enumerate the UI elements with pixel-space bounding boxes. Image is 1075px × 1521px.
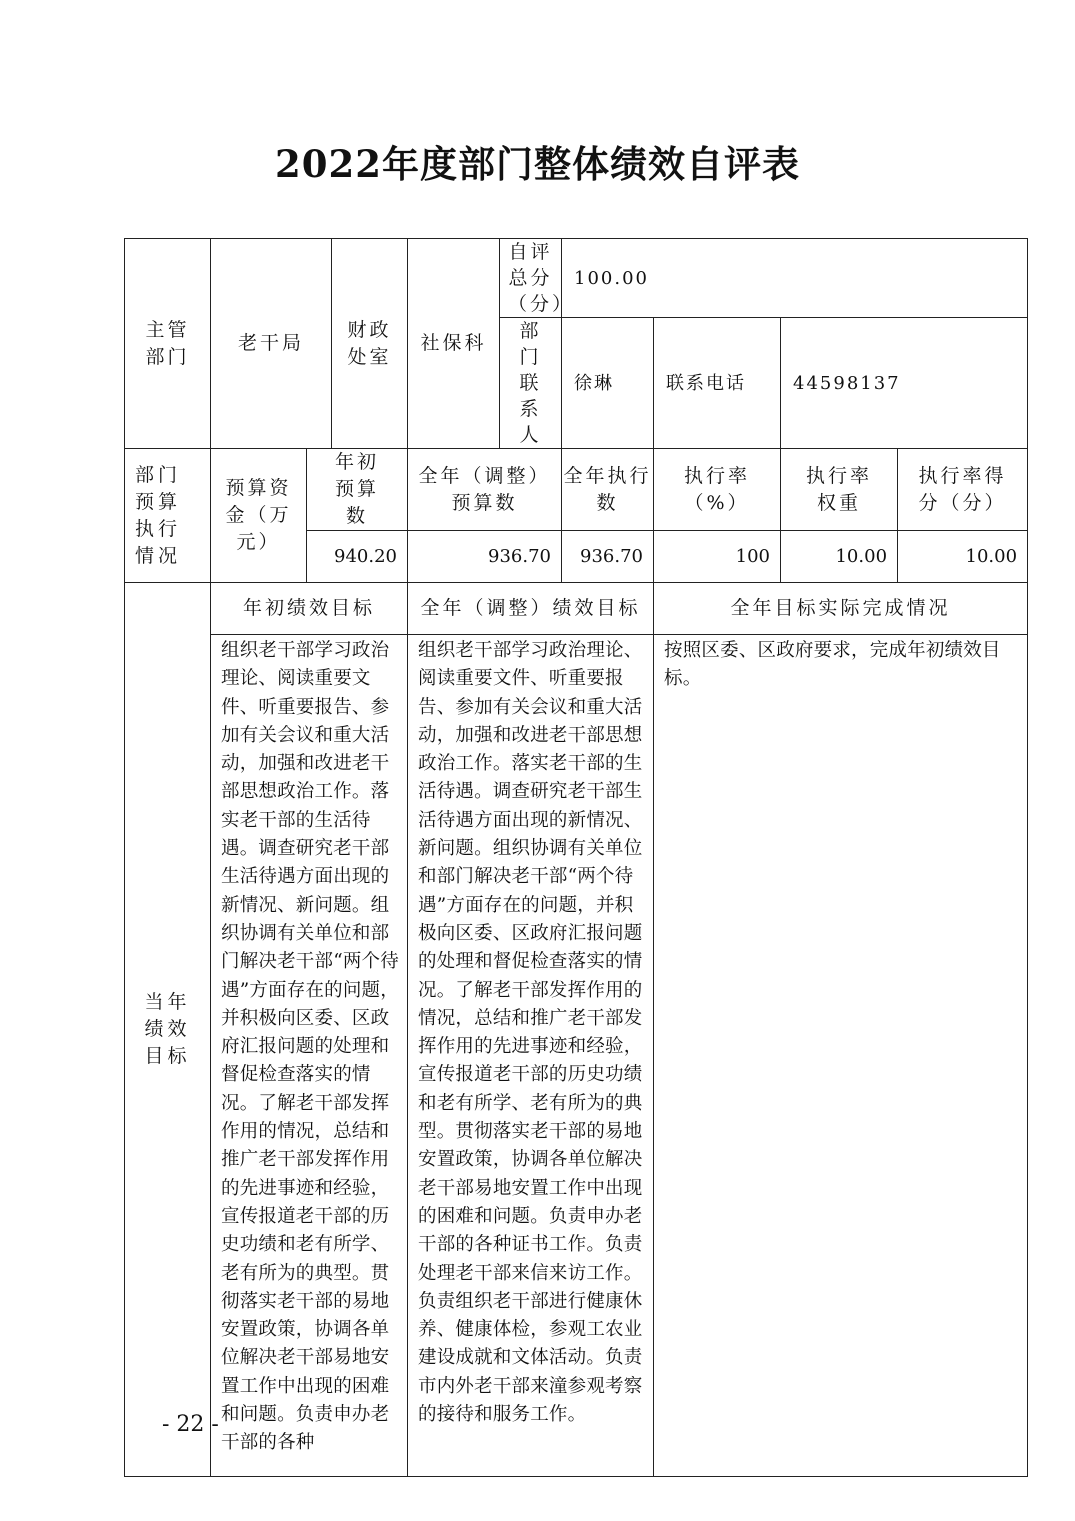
value-adjusted-budget: 936.70: [408, 531, 562, 583]
score-value: 100.00: [562, 239, 1028, 318]
header-initial-budget: 年初预算数: [307, 449, 408, 531]
finance-label: 财政处室: [332, 239, 408, 449]
adjusted-goals-text: 组织老干部学习政治理论、阅读重要文件、听重要报告、参加有关会议和重大活动，加强和改进老干部思想政治工作。落实老干部的生活待遇。调查研究老干部生活待遇方面出现的新情况、新问题。组织协调有关单位和部门解决老干部“两个待遇”方面存在的问题，并积极向区委、区政府汇报问题的处理和督促检查落实的情况。了解老干部发挥作用的情况，总结和推广老干部发挥作用的先进事迹和经验，宣传报道老干部的历史功绩和老有所学、老有所为的典型。贯彻落实老干部的易地安置政策，协调各单位解决老干部易地安置工作中出现的困难和问题。负责申办老干部的各种证书工作。负责处理老干部来信来访工作。负责组织老干部进行健康休养、健康体检，参观工农业建设成就和文体活动。负责市内外老干部来潼参观考察的接待和服务工作。: [408, 635, 654, 1477]
page-title: 2022年度部门整体绩效自评表: [275, 142, 800, 186]
header-rate-score: 执行率得分（分）: [898, 449, 1028, 531]
dept-label: 主管部门: [125, 239, 211, 449]
budget-fund-label: 预算资金（万元）: [211, 449, 307, 583]
phone-label: 联系电话: [654, 318, 781, 449]
budget-section-label: 部门预算执行情况: [125, 449, 211, 583]
goals-section-label: 当年绩效目标: [125, 583, 211, 1477]
finance-value: 社保科: [408, 239, 500, 449]
header-executed: 全年执行数: [562, 449, 654, 531]
col-adjusted-goals: 全年（调整）绩效目标: [408, 583, 654, 635]
contact-value: 徐琳: [562, 318, 654, 449]
header-exec-rate: 执行率（%）: [654, 449, 781, 531]
score-label: 自评总分（分）: [500, 239, 562, 318]
contact-label: 部门联系人: [500, 318, 562, 449]
value-rate-weight: 10.00: [781, 531, 898, 583]
value-initial-budget: 940.20: [307, 531, 408, 583]
page-number: - 22 -: [162, 1412, 219, 1437]
initial-goals-text: 组织老干部学习政治理论、阅读重要文件、听重要报告、参加有关会议和重大活动，加强和改进老干部思想政治工作。落实老干部的生活待遇。调查研究老干部生活待遇方面出现的新情况、新问题。组织协调有关单位和部门解决老干部“两个待遇”方面存在的问题，并积极向区委、区政府汇报问题的处理和督促检查落实的情况。了解老干部发挥作用的情况，总结和推广老干部发挥作用的先进事迹和经验，宣传报道老干部的历史功绩和老有所学、老有所为的典型。贯彻落实老干部的易地安置政策，协调各单位解决老干部易地安置工作中出现的困难和问题。负责申办老干部的各种: [211, 635, 408, 1477]
actual-completion-text: 按照区委、区政府要求，完成年初绩效目标。: [654, 635, 1028, 1477]
header-adjusted-budget: 全年（调整）预算数: [408, 449, 562, 531]
dept-value: 老干局: [211, 239, 332, 449]
value-exec-rate: 100: [654, 531, 781, 583]
value-rate-score: 10.00: [898, 531, 1028, 583]
col-initial-goals: 年初绩效目标: [211, 583, 408, 635]
value-executed: 936.70: [562, 531, 654, 583]
header-rate-weight: 执行率权重: [781, 449, 898, 531]
phone-value: 44598137: [781, 318, 1028, 449]
performance-table: [124, 238, 1028, 1477]
col-actual-completion: 全年目标实际完成情况: [654, 583, 1028, 635]
